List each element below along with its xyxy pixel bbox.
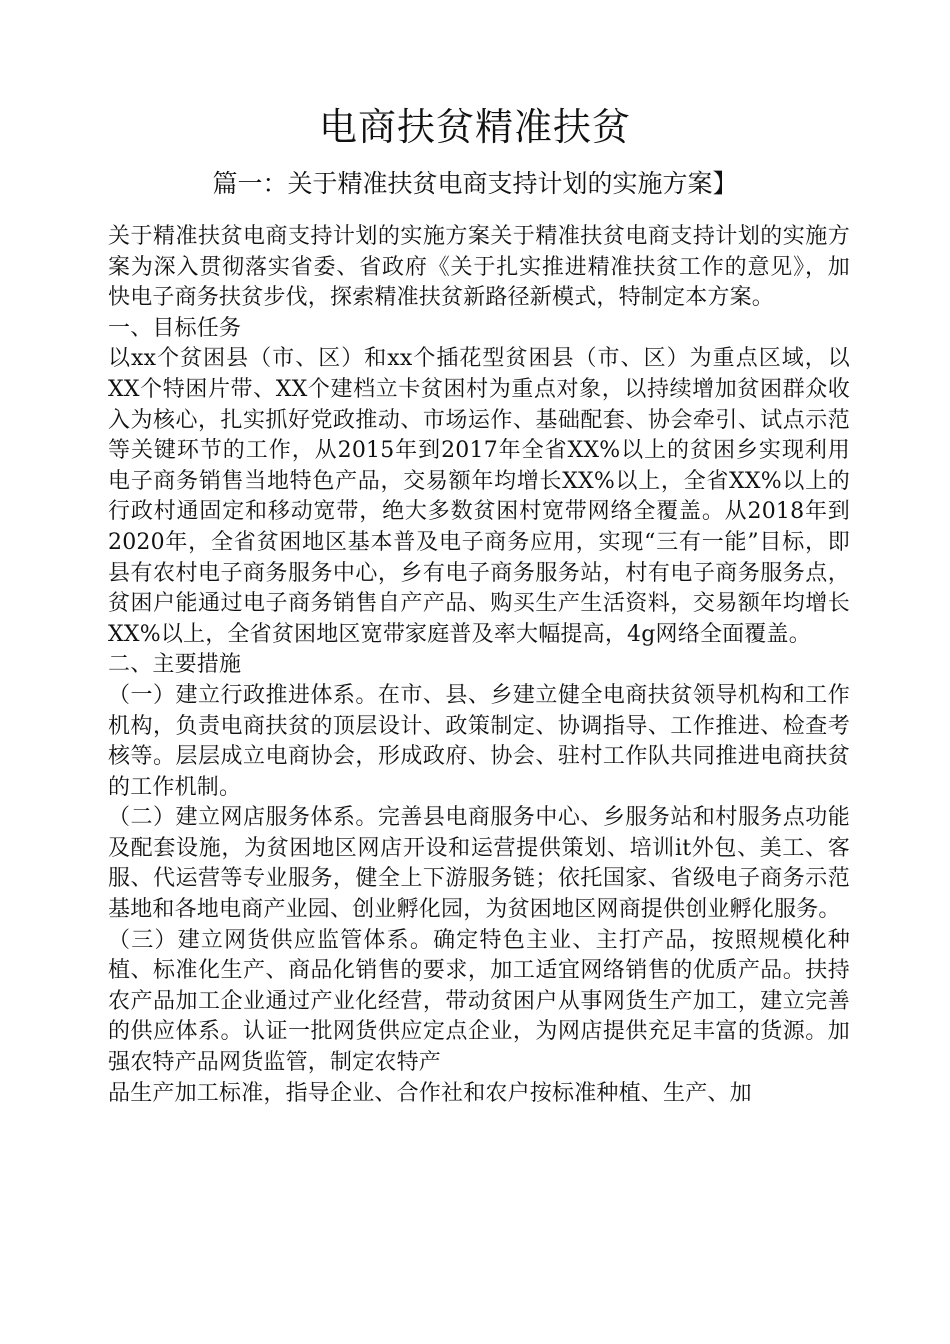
document-body xyxy=(108,222,850,1109)
section-heading-measures: 二、主要措施 xyxy=(108,652,242,678)
document-subtitle: 篇一：关于精准扶贫电商支持计划的实施方案】 xyxy=(212,169,738,198)
paragraph-goals: 以xx个贫困县（市、区）和xx个插花型贫困县（市、区）为重点区域，以XX个特困片带、XX个建档立卡贫困村为重点对象，以持续增加贫困群众收入为核心，扎实抓好党政推动、市场运作、基础配套、协会牵引、试点示范等关键环节的工作，从2015年到2017年全省XX%以上的贫困乡实现利用电子商务销售当地特色产品，交易额年均增长XX%以上，全省XX%以上的行政村通固定和移动宽带，绝大多数贫困村宽带网络全覆盖。从2018年到2020年，全省贫困地区基本普及电子商务应用，实现“三有一能”目标，即县有农村电子商务服务中心，乡有电子商务服务站，村有电子商务服务点，贫困户能通过电子商务销售自产产品、购买生产生活资料，交易额年均增长XX%以上，全省贫困地区宽带家庭普及率大幅提高，4g网络全面覆盖。 xyxy=(108,346,850,647)
document-title: 电商扶贫精准扶贫 xyxy=(318,105,631,149)
section-heading-goals: 一、目标任务 xyxy=(108,315,242,341)
paragraph-measure-2: （二）建立网店服务体系。完善县电商服务中心、乡服务站和村服务点功能及配套设施，为贫困地区网店开设和运营提供策划、培训it外包、美工、客服、代运营等专业服务，健全上下游服务链；依托国家、省级电子商务示范基地和各地电商产业园、创业孵化园，为贫困地区网商提供创业孵化服务。 xyxy=(108,805,850,923)
paragraph-measure-1: （一）建立行政推进体系。在市、县、乡建立健全电商扶贫领导机构和工作机构，负责电商扶贫的顶层设计、政策制定、协调指导、工作推进、检查考核等。层层成立电商协会，形成政府、协会、驻村工作队共同推进电商扶贫的工作机制。 xyxy=(108,682,850,800)
paragraph-continuation: 品生产加工标准，指导企业、合作社和农户按标准种植、生产、加 xyxy=(108,1080,752,1106)
paragraph-measure-3: （三）建立网货供应监管体系。确定特色主业、主打产品，按照规模化种植、标准化生产、商品化销售的要求，加工适宜网络销售的优质产品。扶持农产品加工企业通过产业化经营，带动贫困户从事网货生产加工，建立完善的供应体系。认证一批网货供应定点企业，为网店提供充足丰富的货源。加强农特产品网货监管，制定农特产 xyxy=(108,927,850,1076)
paragraph-intro: 关于精准扶贫电商支持计划的实施方案关于精准扶贫电商支持计划的实施方案为深入贯彻落实省委、省政府《关于扎实推进精准扶贫工作的意见》，加快电子商务扶贫步伐，探索精准扶贫新路径新模式，特制定本方案。 xyxy=(108,224,850,311)
